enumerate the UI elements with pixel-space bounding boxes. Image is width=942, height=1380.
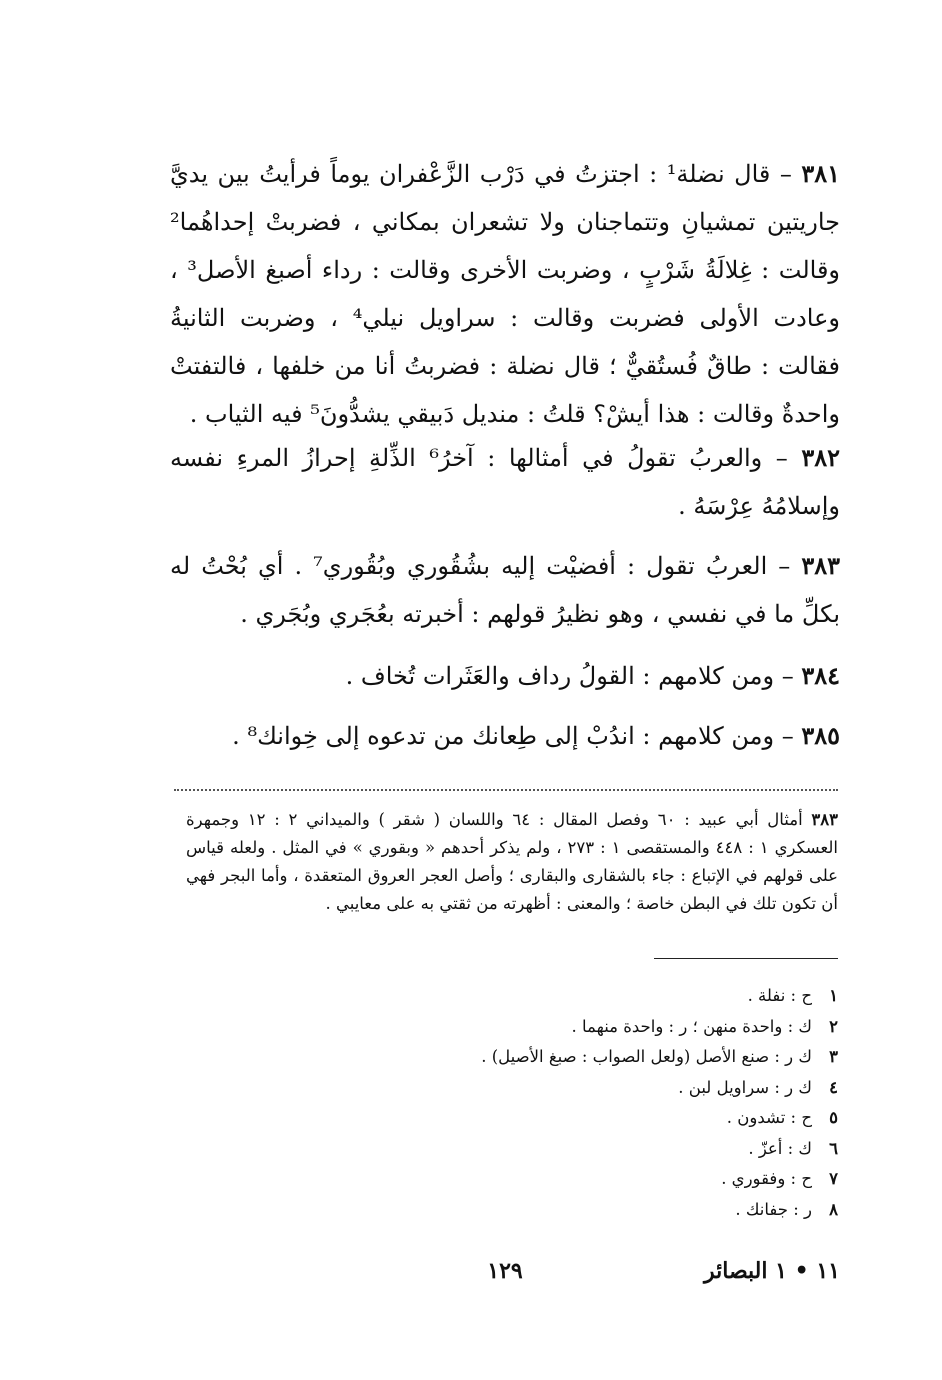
paragraph-382 — [170, 434, 840, 530]
footnote-text: ك ر : سراويل لبن . — [678, 1077, 812, 1097]
footnote-item — [300, 1103, 838, 1134]
footnote-number: ١ — [829, 986, 838, 1005]
footnote-item — [300, 1073, 838, 1104]
paragraph-text: – ومن كلامهم : اندُبْ إلى طِعانك من تدعوه إلى خِوانك⁸ . — [232, 722, 802, 750]
footnote-text: ح : نفلة . — [747, 986, 812, 1005]
footnote-separator — [654, 958, 838, 959]
paragraph-text: – ومن كلامهم : القولُ رداف والعَثَرات تُخاف . — [345, 662, 802, 690]
commentary-note — [186, 806, 838, 918]
paragraph-text: – العربُ تقول : أفضيْت إليه بشُقُوري وبُقُوري⁷ . أي بُحْتُ له بكلِّ ما في نفسي ، وهو نظيرُ قولهم : أخبرته بعُجَري وبُجَري . — [170, 552, 840, 628]
paragraph-text: – والعربُ تقولُ في أمثالها : آخرُ⁶ الذِّلةِ إحرازُ المرءِ نفسه وإسلامُهُ عِرْسَهُ . — [170, 444, 840, 520]
footnote-number: ٧ — [829, 1169, 838, 1188]
commentary-text: أمثال أبي عبيد : ٦٠ وفصل المقال : ٦٤ واللسان ( شقر ) والميداني ٢ : ١٢ وجمهرة العسكري ١ : ٤٤٨ والمستقصى ١ : ٢٧٣ ، ولم يذكر أحدهم « وبقوري » في المثل . ولعله قياس على قولهم في الإتباع : جاء بالشقارى والبقارى ؛ وأصل العجر العروق المتعقدة ، وأما البجر فهي أن تكون تلك في البطن خاصة ؛ والمعنى : أظهرته من ثقتي به على معايبي . — [186, 810, 838, 913]
footnote-number: ٨ — [829, 1199, 838, 1219]
footnote-number: ٦ — [829, 1138, 838, 1158]
footnote-item — [300, 1042, 838, 1073]
paragraph-number: ٣٨٥ — [801, 721, 840, 750]
footnote-text: ك ر : صنع الأصل (ولعل الصواب : صبغ الأصيل) . — [481, 1047, 812, 1066]
footnote-item — [300, 1164, 838, 1195]
paragraph-number: ٣٨٢ — [801, 443, 840, 472]
footnote-item — [300, 981, 838, 1012]
commentary-number: ٣٨٣ — [811, 810, 839, 829]
paragraph-number: ٣٨٣ — [801, 551, 840, 580]
footnote-text: ك : أعزّ . — [748, 1138, 812, 1158]
dotted-separator — [174, 789, 838, 791]
paragraph-383 — [170, 542, 840, 638]
footnote-number: ٢ — [829, 1016, 838, 1036]
footnote-text: ح : وفقوري . — [721, 1169, 812, 1188]
footnote-number: ٣ — [829, 1047, 838, 1066]
footnote-text: ك : واحدة منهن ؛ ر : واحدة منهما . — [571, 1016, 812, 1036]
footnote-list — [300, 981, 838, 1225]
footnote-number: ٤ — [829, 1077, 838, 1097]
footnote-item — [300, 1012, 838, 1043]
paragraph-385 — [170, 712, 840, 760]
page-footer — [170, 1258, 840, 1292]
paragraph-384 — [170, 652, 840, 700]
paragraph-text: – قال نضلة¹ : اجتزتُ في دَرْب الزَّعْفران يوماً فرأيتُ بين يديَّ جاريتين تمشيانِ وتتماجنان ولا تشعران بمكاني ، فضربتْ إحداهُما² وقالت : غِلالَةُ شَرْبٍ ، وضربت الأخرى وقالت : رداء أصبغ الأصل³ ، وعادت الأولى فضربت وقالت : سراويل نيلي⁴ ، وضربت الثانيةُ فقالت : طاقٌ فُستُقيٌّ ؛ قال نضلة : فضربتُ أنا من خلفها ، فالتفتتْ واحدةٌ وقالت : هذا أيشْ؟ قلتُ : منديل دَبيقي يشدُّونَ⁵ فيه الثياب . — [170, 160, 841, 428]
footnote-item — [300, 1195, 838, 1226]
footnote-number: ٥ — [829, 1108, 838, 1127]
footnote-text: ح : تشدون . — [726, 1108, 812, 1127]
paragraph-number: ٣٨١ — [801, 159, 840, 188]
footnote-item — [300, 1134, 838, 1165]
footnote-text: ر : جفانك . — [735, 1199, 812, 1219]
page-number: ١٢٩ — [487, 1258, 523, 1284]
printer-signature: ١١ • ١ البصائر — [703, 1258, 840, 1284]
paragraph-381 — [170, 150, 840, 438]
paragraph-number: ٣٨٤ — [801, 661, 840, 690]
